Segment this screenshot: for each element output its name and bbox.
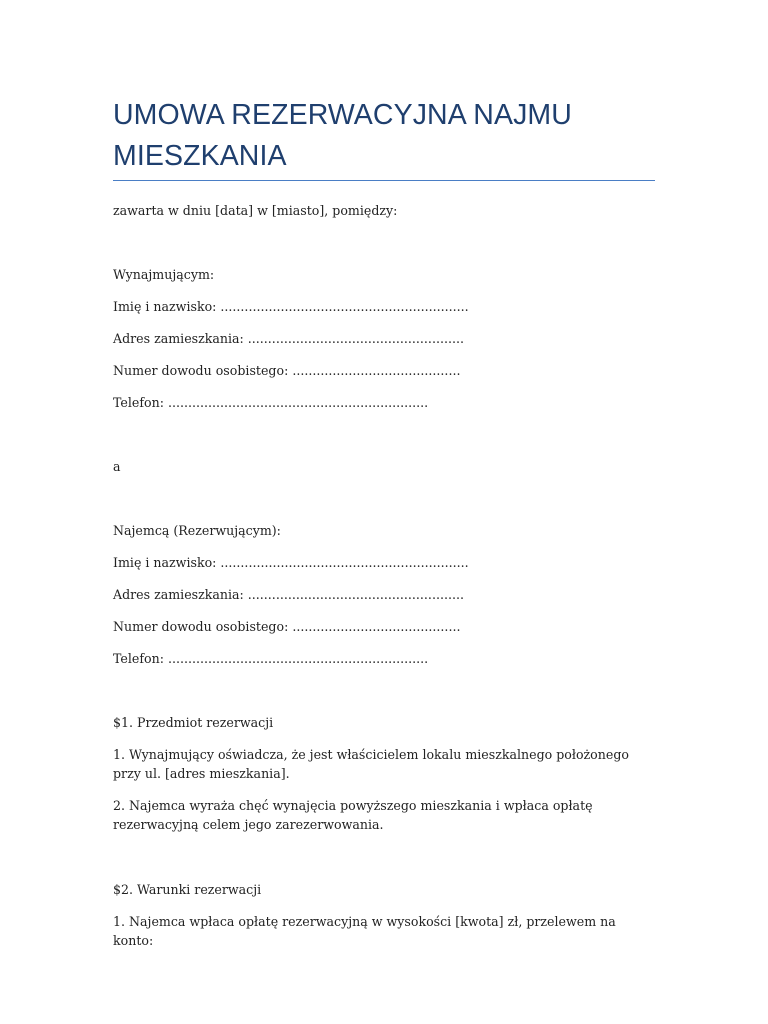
conjunction-text: a: [113, 459, 121, 474]
section2-point1: 1. Najemca wpłaca opłatę rezerwacyjną w wysokości [kwota] zł, przelewem na konto:: [113, 914, 620, 948]
section1-point1: 1. Wynajmujący oświadcza, że jest właścicielem lokalu mieszkalnego położonego przy ul. [adres mieszkania].: [113, 747, 633, 781]
landlord-name-field: Imię i nazwisko: ..............................................................: [113, 299, 469, 314]
tenant-id-field: Numer dowodu osobistego: ..........................................: [113, 619, 461, 634]
title-divider: [113, 180, 655, 181]
section1-heading: $1. Przedmiot rezerwacji: [113, 715, 274, 730]
tenant-address-field: Adres zamieszkania: ......................................................: [113, 587, 464, 602]
intro-text: zawarta w dniu [data] w [miasto], pomiędzy:: [113, 203, 398, 218]
landlord-address-field: Adres zamieszkania: ......................................................: [113, 331, 464, 346]
tenant-phone-field: Telefon: .................................................................: [113, 651, 429, 666]
section2-heading: $2. Warunki rezerwacji: [113, 882, 262, 897]
tenant-heading: Najemcą (Rezerwującym):: [113, 523, 281, 538]
landlord-phone-field: Telefon: .................................................................: [113, 395, 429, 410]
document-title: UMOWA REZERWACYJNA NAJMU MIESZKANIA: [113, 99, 572, 172]
tenant-name-field: Imię i nazwisko: ..............................................................: [113, 555, 469, 570]
landlord-id-field: Numer dowodu osobistego: ..........................................: [113, 363, 461, 378]
landlord-heading: Wynajmującym:: [113, 267, 215, 282]
section1-point2: 2. Najemca wyraża chęć wynajęcia powyższego mieszkania i wpłaca opłatę rezerwacyjną celem jego zarezerwowania.: [113, 798, 597, 832]
